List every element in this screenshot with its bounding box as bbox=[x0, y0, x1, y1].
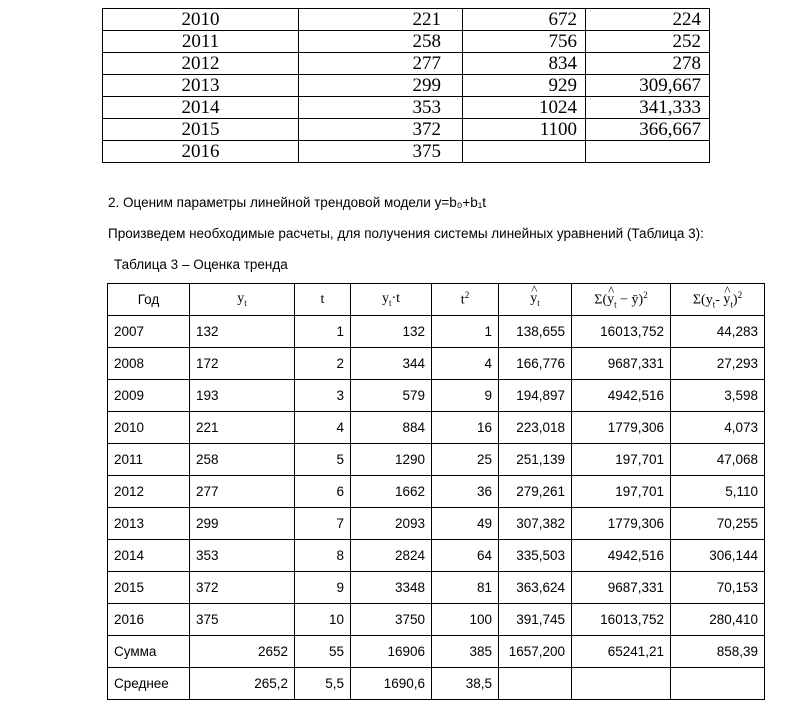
top-table-row bbox=[103, 31, 710, 53]
trend-table-cell: 47,068 bbox=[671, 444, 765, 476]
header-ytt-sub: t bbox=[388, 297, 392, 308]
top-table-cell: 2011 bbox=[103, 31, 299, 53]
trend-table-row bbox=[108, 572, 765, 604]
top-table-cell: 221 bbox=[299, 9, 463, 31]
trend-table-cell: 36 bbox=[432, 476, 499, 508]
trend-table-cell: 166,776 bbox=[499, 348, 572, 380]
trend-table-cell: 391,745 bbox=[499, 604, 572, 636]
trend-table-cell: 884 bbox=[351, 412, 432, 444]
top-table-cell: 277 bbox=[299, 53, 463, 75]
step2-text: 2. Оценим параметры линейной трендовой модели y=b₀+b₁t bbox=[108, 195, 487, 210]
top-table-row bbox=[103, 75, 710, 97]
trend-table-cell: 280,410 bbox=[671, 604, 765, 636]
top-table-cell: 341,333 bbox=[586, 97, 710, 119]
top-table-cell: 1024 bbox=[463, 97, 586, 119]
trend-table-cell: 27,293 bbox=[671, 348, 765, 380]
trend-table-cell: 307,382 bbox=[499, 508, 572, 540]
trend-table-cell: Сумма bbox=[108, 636, 190, 668]
top-table-cell: 278 bbox=[586, 53, 710, 75]
top-table-cell bbox=[586, 141, 710, 163]
trend-table-cell: 223,018 bbox=[499, 412, 572, 444]
trend-table-cell: 49 bbox=[432, 508, 499, 540]
trend-table-cell: 2009 bbox=[108, 380, 190, 412]
trend-table-cell: 70,255 bbox=[671, 508, 765, 540]
header-yt bbox=[190, 284, 295, 316]
trend-table-cell: Среднее bbox=[108, 668, 190, 700]
trend-table-cell: 16013,752 bbox=[572, 604, 671, 636]
trend-table-cell: 4 bbox=[295, 412, 351, 444]
trend-table-cell: 6 bbox=[295, 476, 351, 508]
trend-table-cell: 100 bbox=[432, 604, 499, 636]
trend-table-cell: 7 bbox=[295, 508, 351, 540]
trend-table-cell: 299 bbox=[190, 508, 295, 540]
trend-table-cell: 9 bbox=[295, 572, 351, 604]
trend-table-cell: 277 bbox=[190, 476, 295, 508]
top-table-cell: 224 bbox=[586, 9, 710, 31]
header-t bbox=[295, 284, 351, 316]
trend-table-cell bbox=[671, 668, 765, 700]
top-table-cell: 366,667 bbox=[586, 119, 710, 141]
trend-table-cell: 65241,21 bbox=[572, 636, 671, 668]
top-table-cell: 372 bbox=[299, 119, 463, 141]
top-table-cell: 929 bbox=[463, 75, 586, 97]
trend-table-cell: 3,598 bbox=[671, 380, 765, 412]
trend-table-cell: 9687,331 bbox=[572, 572, 671, 604]
top-data-table bbox=[102, 8, 710, 163]
trend-table-cell: 197,701 bbox=[572, 476, 671, 508]
top-table-cell: 2016 bbox=[103, 141, 299, 163]
trend-table-cell: 5,110 bbox=[671, 476, 765, 508]
trend-table-cell: 1779,306 bbox=[572, 508, 671, 540]
top-table-row bbox=[103, 141, 710, 163]
trend-table-row bbox=[108, 604, 765, 636]
trend-table-cell: 2013 bbox=[108, 508, 190, 540]
top-table-cell: 252 bbox=[586, 31, 710, 53]
header-sum1-y: ^ y bbox=[607, 292, 614, 308]
header-y-hat bbox=[499, 284, 572, 316]
trend-table-cell: 5,5 bbox=[295, 668, 351, 700]
trend-table-cell: 16906 bbox=[351, 636, 432, 668]
header-t2-sup: 2 bbox=[464, 290, 470, 301]
trend-table-cell: 194,897 bbox=[499, 380, 572, 412]
trend-table-cell: 4942,516 bbox=[572, 380, 671, 412]
header-sum1-mid: − ȳ) bbox=[616, 292, 644, 308]
top-table-row bbox=[103, 53, 710, 75]
header-sum2-y: ^ y bbox=[723, 292, 730, 308]
header-sum-yhat-minus-ybar bbox=[572, 284, 671, 316]
trend-table-cell: 70,153 bbox=[671, 572, 765, 604]
trend-table-row bbox=[108, 444, 765, 476]
trend-table-cell: 9687,331 bbox=[572, 348, 671, 380]
trend-table-cell: 4 bbox=[432, 348, 499, 380]
trend-table-cell: 2015 bbox=[108, 572, 190, 604]
trend-table-cell: 335,503 bbox=[499, 540, 572, 572]
top-table-cell: 2013 bbox=[103, 75, 299, 97]
trend-table-cell: 579 bbox=[351, 380, 432, 412]
trend-table-cell: 265,2 bbox=[190, 668, 295, 700]
trend-table-cell: 193 bbox=[190, 380, 295, 412]
trend-table-cell: 363,624 bbox=[499, 572, 572, 604]
header-t-squared bbox=[432, 284, 499, 316]
header-yhat-sub: t bbox=[537, 297, 540, 308]
trend-table bbox=[107, 283, 765, 700]
header-sum2-sup: 2 bbox=[737, 289, 743, 300]
trend-table-cell: 306,144 bbox=[671, 540, 765, 572]
calc-text: Произведем необходимые расчеты, для получения системы линейных уравнений (Таблица 3): bbox=[108, 226, 704, 241]
trend-table-cell: 8 bbox=[295, 540, 351, 572]
table3-caption: Таблица 3 – Оценка тренда bbox=[114, 257, 288, 272]
top-table-cell: 2012 bbox=[103, 53, 299, 75]
top-table-cell: 2015 bbox=[103, 119, 299, 141]
top-table-cell: 309,667 bbox=[586, 75, 710, 97]
trend-table-cell: 1662 bbox=[351, 476, 432, 508]
trend-table-cell: 38,5 bbox=[432, 668, 499, 700]
trend-table-cell: 372 bbox=[190, 572, 295, 604]
trend-table-cell: 4,073 bbox=[671, 412, 765, 444]
header-year bbox=[108, 284, 190, 316]
header-sum1-sub: t bbox=[614, 299, 617, 310]
trend-table-row bbox=[108, 380, 765, 412]
top-table-cell: 375 bbox=[299, 141, 463, 163]
trend-table-cell: 2010 bbox=[108, 412, 190, 444]
trend-table-row bbox=[108, 476, 765, 508]
header-yt-t bbox=[351, 284, 432, 316]
trend-table-row bbox=[108, 316, 765, 348]
header-y-label: y bbox=[237, 291, 245, 307]
trend-table-cell: 55 bbox=[295, 636, 351, 668]
trend-table-cell: 10 bbox=[295, 604, 351, 636]
trend-table-header-row bbox=[108, 284, 765, 316]
trend-table-cell bbox=[572, 668, 671, 700]
trend-table-cell: 251,139 bbox=[499, 444, 572, 476]
trend-table-cell: 3750 bbox=[351, 604, 432, 636]
trend-table-row bbox=[108, 508, 765, 540]
trend-table-cell: 2652 bbox=[190, 636, 295, 668]
header-sum2-close: ) bbox=[732, 292, 738, 308]
trend-table-cell: 2014 bbox=[108, 540, 190, 572]
header-sum-y-minus-yhat bbox=[671, 284, 765, 316]
top-table-cell: 2014 bbox=[103, 97, 299, 119]
trend-table-cell: 172 bbox=[190, 348, 295, 380]
trend-table-cell: 4942,516 bbox=[572, 540, 671, 572]
trend-table-cell: 1 bbox=[432, 316, 499, 348]
trend-table-cell: 2011 bbox=[108, 444, 190, 476]
trend-table-cell: 9 bbox=[432, 380, 499, 412]
trend-table-cell: 344 bbox=[351, 348, 432, 380]
top-table-cell: 2010 bbox=[103, 9, 299, 31]
top-table-cell: 672 bbox=[463, 9, 586, 31]
trend-table-cell: 221 bbox=[190, 412, 295, 444]
trend-table-row bbox=[108, 412, 765, 444]
header-ytt-y: y bbox=[381, 291, 389, 307]
header-ytt-rest: ·t bbox=[391, 291, 401, 307]
trend-table-cell: 385 bbox=[432, 636, 499, 668]
header-t-label: t bbox=[320, 291, 325, 307]
header-year-label: Год bbox=[137, 292, 160, 307]
trend-table-sum-row bbox=[108, 636, 765, 668]
header-sum1-pre: Σ( bbox=[594, 292, 608, 308]
header-t2-label: t bbox=[460, 292, 465, 308]
trend-table-cell: 16 bbox=[432, 412, 499, 444]
trend-table-avg-row bbox=[108, 668, 765, 700]
top-table-cell bbox=[463, 141, 586, 163]
trend-table-cell: 1657,200 bbox=[499, 636, 572, 668]
trend-table-cell: 1290 bbox=[351, 444, 432, 476]
top-table-cell: 299 bbox=[299, 75, 463, 97]
header-sum2-mid: - bbox=[715, 292, 724, 308]
trend-table-cell: 353 bbox=[190, 540, 295, 572]
trend-table-cell: 132 bbox=[351, 316, 432, 348]
trend-table-cell: 44,283 bbox=[671, 316, 765, 348]
top-table-cell: 756 bbox=[463, 31, 586, 53]
top-table-row bbox=[103, 97, 710, 119]
header-sum2-sub1: t bbox=[712, 299, 716, 310]
trend-table-cell: 64 bbox=[432, 540, 499, 572]
trend-table-cell: 132 bbox=[190, 316, 295, 348]
trend-table-row bbox=[108, 348, 765, 380]
top-table-row bbox=[103, 9, 710, 31]
trend-table-cell: 3 bbox=[295, 380, 351, 412]
trend-table-cell: 279,261 bbox=[499, 476, 572, 508]
top-table-cell: 834 bbox=[463, 53, 586, 75]
trend-table-cell: 197,701 bbox=[572, 444, 671, 476]
header-sum2-sub2: t bbox=[730, 299, 733, 310]
trend-table-cell: 2 bbox=[295, 348, 351, 380]
top-table-row bbox=[103, 119, 710, 141]
trend-table-cell: 3348 bbox=[351, 572, 432, 604]
trend-table-cell: 2824 bbox=[351, 540, 432, 572]
trend-table-cell: 5 bbox=[295, 444, 351, 476]
trend-table-cell: 81 bbox=[432, 572, 499, 604]
trend-table-cell: 858,39 bbox=[671, 636, 765, 668]
trend-table-cell: 2093 bbox=[351, 508, 432, 540]
trend-table-cell: 2007 bbox=[108, 316, 190, 348]
trend-table-cell: 138,655 bbox=[499, 316, 572, 348]
trend-table-row bbox=[108, 540, 765, 572]
trend-table-cell: 2016 bbox=[108, 604, 190, 636]
trend-table-cell: 16013,752 bbox=[572, 316, 671, 348]
header-yhat-label: ^ y bbox=[530, 291, 537, 307]
trend-table-cell: 375 bbox=[190, 604, 295, 636]
top-table-cell: 353 bbox=[299, 97, 463, 119]
top-table-cell: 258 bbox=[299, 31, 463, 53]
trend-table-cell: 2008 bbox=[108, 348, 190, 380]
header-y-sub: t bbox=[244, 297, 247, 308]
trend-table-cell: 1779,306 bbox=[572, 412, 671, 444]
trend-table-cell: 2012 bbox=[108, 476, 190, 508]
top-table-cell: 1100 bbox=[463, 119, 586, 141]
trend-table-cell bbox=[499, 668, 572, 700]
trend-table-cell: 258 bbox=[190, 444, 295, 476]
trend-table-cell: 1 bbox=[295, 316, 351, 348]
header-sum2-pre: Σ(y bbox=[692, 292, 713, 308]
trend-table-cell: 1690,6 bbox=[351, 668, 432, 700]
trend-table-cell: 25 bbox=[432, 444, 499, 476]
header-sum1-sup: 2 bbox=[643, 289, 648, 300]
